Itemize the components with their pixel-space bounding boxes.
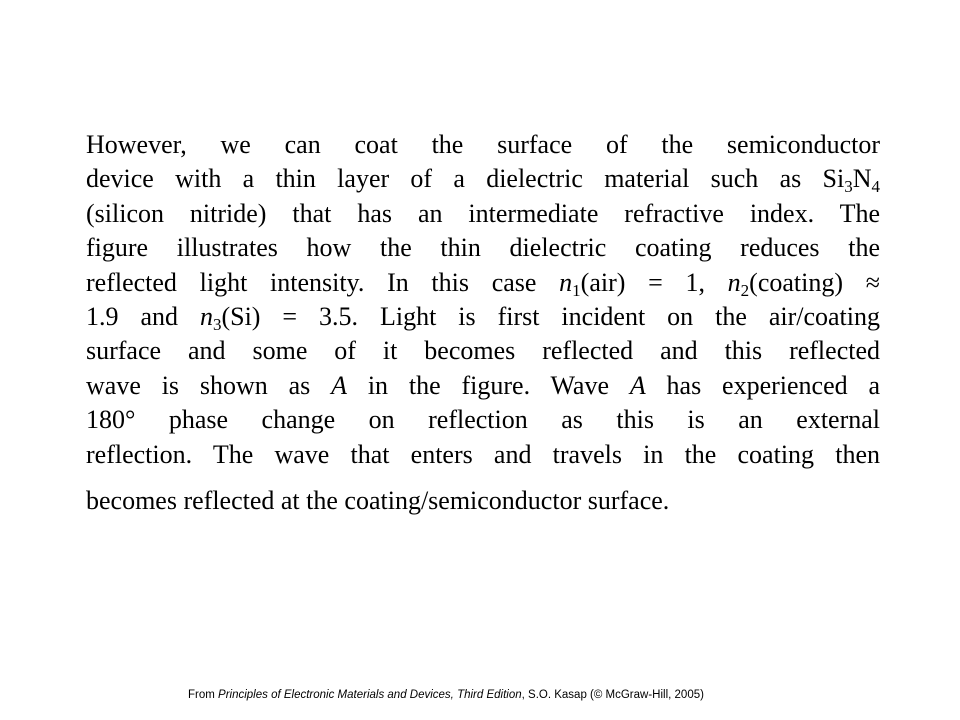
citation-prefix: From [188, 689, 219, 701]
symbol-n3: n [199, 301, 213, 331]
paragraph-line-5 [86, 266, 880, 300]
line-8-end: has experienced a [645, 370, 881, 400]
subscript-3b: 3 [212, 314, 222, 334]
line-3-text: (silicon nitride) that has an intermediate refractive index. The [86, 198, 880, 228]
paragraph-line-10 [86, 438, 880, 472]
citation-book-title: Principles of Electronic Materials and Devices, Third Edition [218, 689, 522, 701]
subscript-2: 2 [740, 280, 750, 300]
subscript-1: 1 [572, 280, 581, 300]
line-6-text: 1.9 and [86, 301, 200, 331]
paragraph-line-9 [86, 403, 880, 437]
line-8-text: wave is shown as [86, 370, 332, 400]
line-9-text: 180° phase change on reflection as this is an external [86, 405, 880, 435]
body-paragraph [86, 128, 880, 518]
line-11-text: becomes reflected at the coating/semiconductor surface. [86, 485, 670, 515]
line-2-n: N [852, 164, 872, 194]
paragraph-line-4 [86, 231, 880, 265]
paragraph-line-2 [86, 162, 880, 196]
subscript-4: 4 [871, 177, 880, 197]
symbol-n1: n [559, 267, 573, 297]
paragraph-line-11 [86, 484, 880, 518]
citation-author: , S.O. Kasap (© McGraw-Hill, 2005) [521, 689, 704, 701]
paragraph-line-3 [86, 197, 880, 231]
paragraph-line-1 [86, 128, 880, 162]
line-5-air: (air) = 1, [580, 267, 728, 297]
source-citation [188, 689, 704, 701]
line-2-text: device with a thin layer of a dielectric material such as Si [86, 164, 845, 194]
subscript-3: 3 [844, 177, 853, 197]
symbol-a-1: A [331, 370, 347, 400]
line-1-text: However, we can coat the surface of the semiconductor [86, 130, 880, 159]
line-5-text: reflected light intensity. In this case [86, 267, 560, 297]
symbol-a-2: A [629, 370, 646, 400]
line-7-text: surface and some of it becomes reflected and this reflected [86, 336, 880, 366]
paragraph-line-8 [86, 369, 880, 403]
paragraph-line-7 [86, 334, 880, 368]
paragraph-line-6 [86, 300, 880, 334]
symbol-n2: n [727, 267, 741, 297]
line-5-coating: (coating) ≈ [749, 267, 880, 297]
line-10-text: reflection. The wave that enters and travels in the coating then [86, 439, 880, 469]
line-4-text: figure illustrates how the thin dielectric coating reduces the [86, 233, 880, 263]
line-6-si: (Si) = 3.5. Light is first incident on the air/coating [221, 301, 881, 331]
line-8-mid: in the figure. Wave [347, 370, 630, 400]
